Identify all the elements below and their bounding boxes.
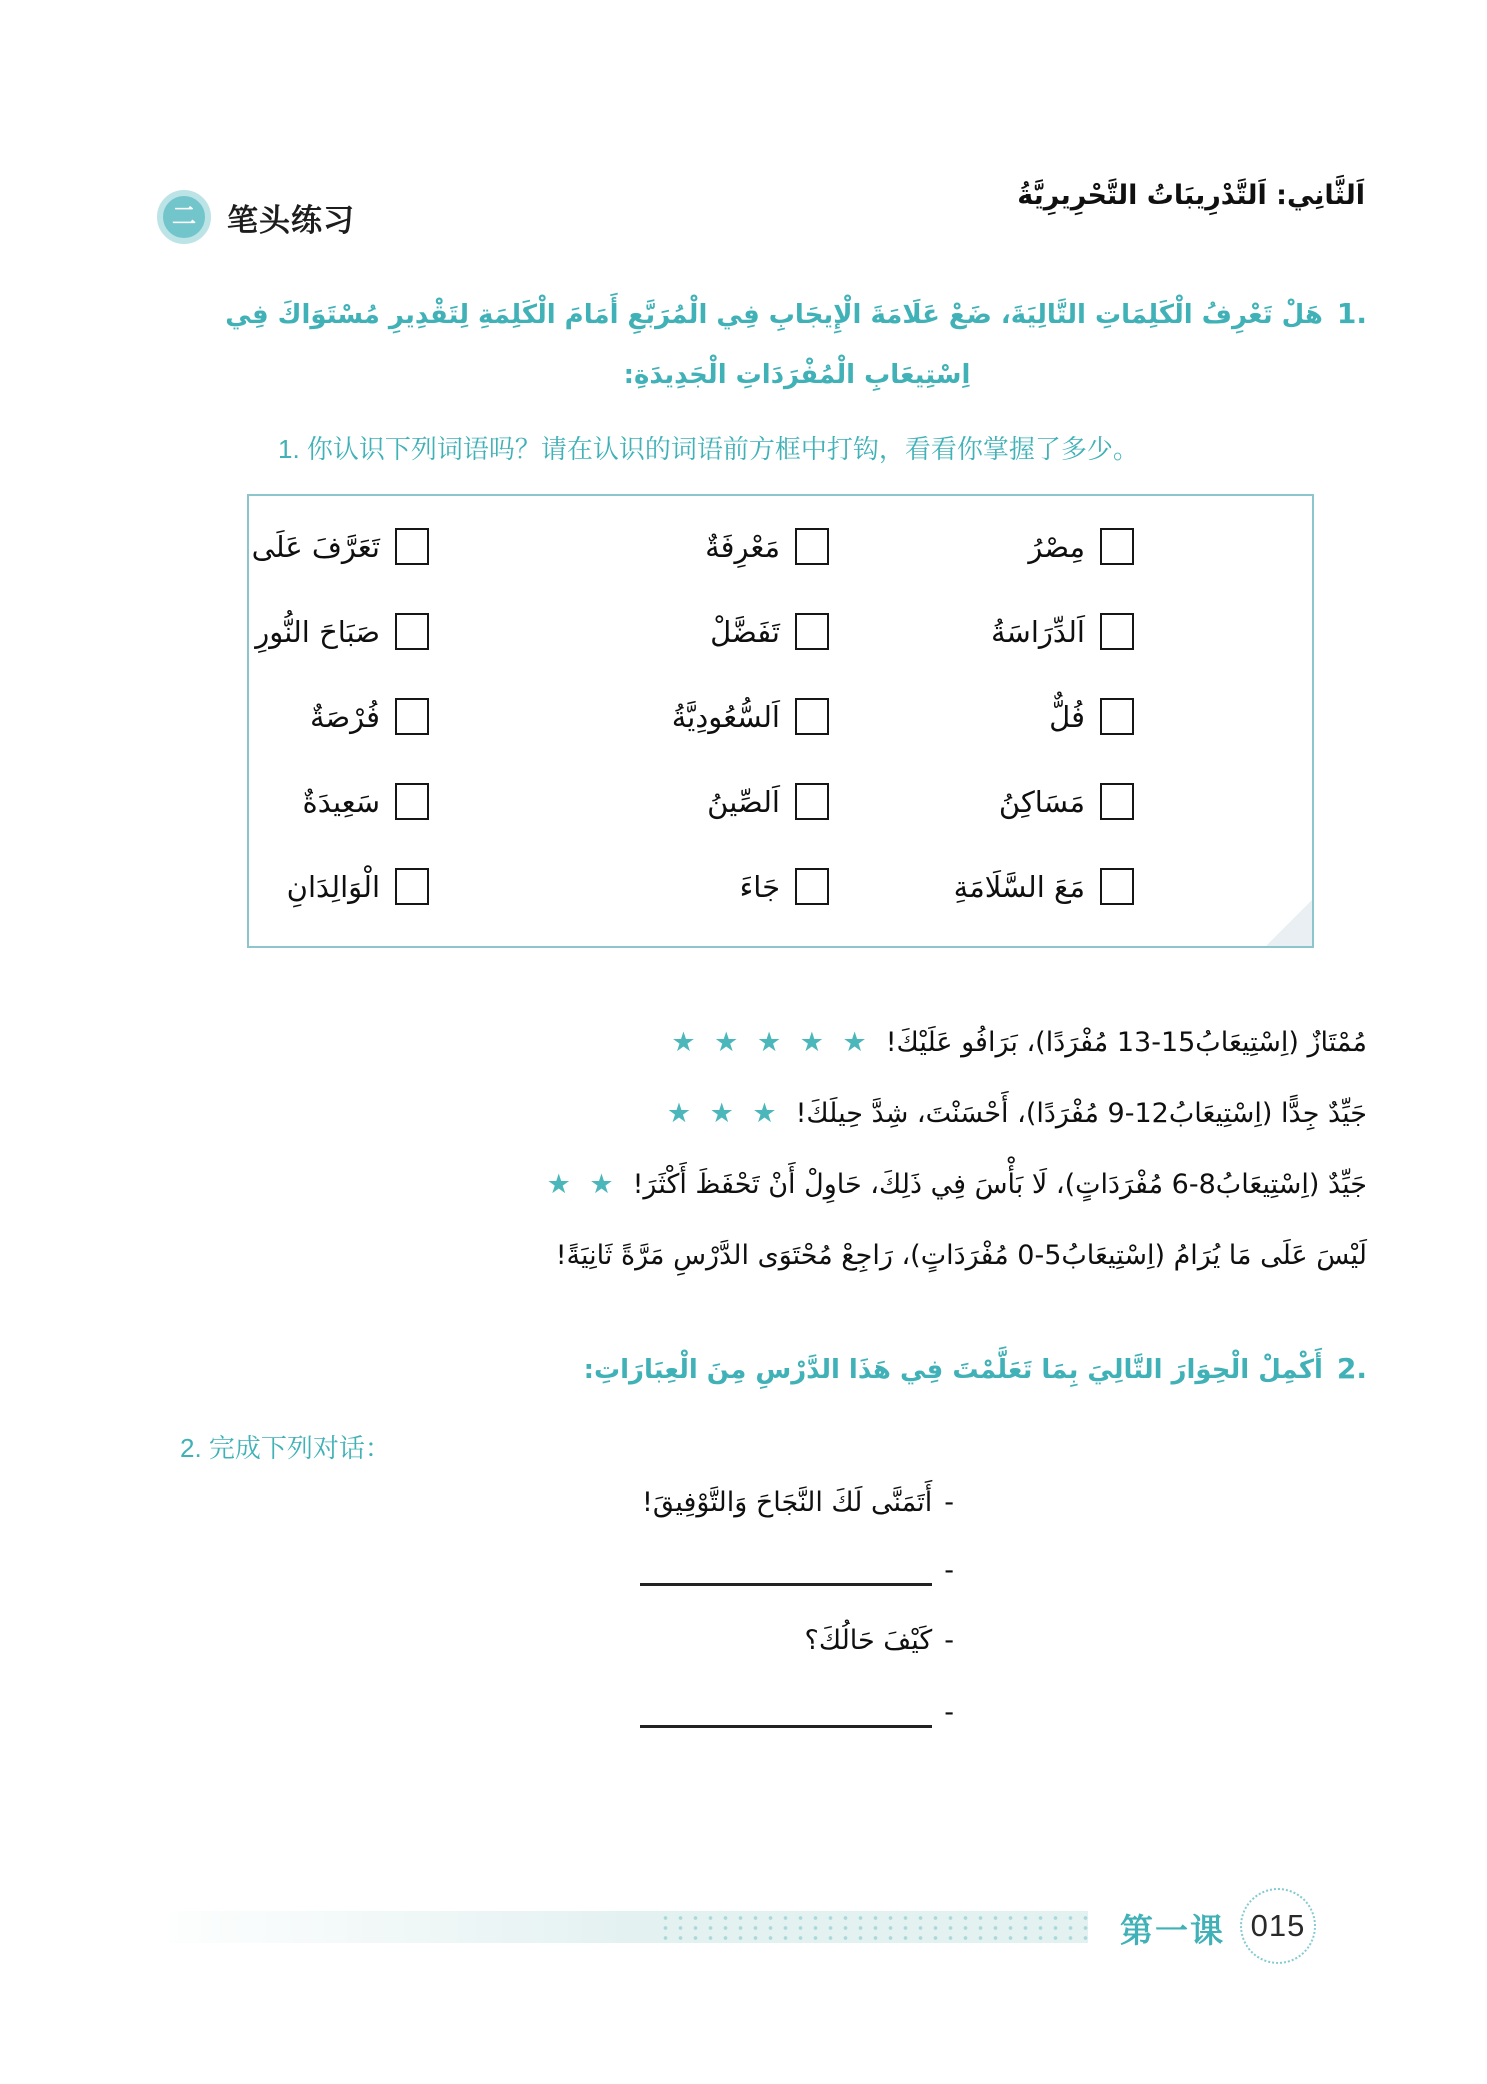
word-checkbox[interactable] [1100,868,1134,905]
word-label: تَفَضَّلْ [710,614,780,649]
word-checkbox[interactable] [795,783,829,820]
rating-row [542,1078,1367,1149]
rating-text: جَيِّدٌ (اِسْتِيعَابُ8-6 مُفْرَدَاتٍ)، لَا بَأْسَ فِي ذَلِكَ، حَاوِلْ أَنْ تَحْفَظَ أَكْثَرَ! [632,1169,1367,1200]
word-checkbox[interactable] [395,528,429,565]
section-number-badge-icon [157,190,211,244]
exercise2-instruction-text: أَكْمِلْ الْحِوَارَ التَّالِيَ بِمَا تَعَلَّمْتَ فِي هَذَا الدَّرْسِ مِنَ الْعِبَارَاتِ: [583,1355,1323,1385]
dialogue-dash: - [944,1624,954,1656]
word-label: اَلصِّينُ [707,784,780,819]
word-item [252,589,429,674]
dialogue-dash: - [944,1555,954,1586]
word-item [829,504,1134,589]
word-label: سَعِيدَةٌ [302,784,380,819]
word-checkbox[interactable] [795,528,829,565]
word-checkbox[interactable] [395,783,429,820]
word-checkbox[interactable] [1100,698,1134,735]
footer-dots-pattern [655,1911,1088,1943]
word-item [252,759,429,844]
page-corner-fold [1266,900,1312,946]
word-label: فُلٌّ [1049,699,1085,734]
word-item [429,674,829,759]
word-checkbox[interactable] [795,868,829,905]
rating-text: مُمْتَازٌ (اِسْتِيعَابُ15-13 مُفْرَدًا)، بَرَافُو عَلَيْكَ! [885,1027,1367,1058]
word-item [829,759,1134,844]
word-checkbox[interactable] [1100,783,1134,820]
exercise1-number: 1. [1336,297,1367,330]
page-number-badge [1240,1888,1316,1964]
word-item [429,844,829,929]
word-item [429,589,829,674]
word-item [252,844,429,929]
exercise2-number: 2. [1336,1352,1367,1385]
badge-numeral: 二 [172,203,196,230]
rating-stars: ★ ★ ★ [666,1098,782,1129]
section-header [157,190,355,244]
rating-stars: ★ ★ [546,1169,619,1200]
section-title-arabic: اَلثَّانِي: اَلتَّدْرِيبَاتُ التَّحْرِيرِيَّةُ [1017,180,1365,211]
word-item [252,504,429,589]
word-label: تَعَرَّفَ عَلَى [251,529,380,564]
rating-row [542,1007,1367,1078]
dialogue-text: كَيْفَ حَالُكَ؟ [804,1624,933,1656]
rating-stars: ★ ★ ★ ★ ★ [671,1027,872,1058]
word-checkbox[interactable] [395,868,429,905]
word-label: فُرْصَةٌ [309,699,380,734]
footer-lesson-label: 第一课 [1120,1912,1225,1949]
dialogue-dash: - [944,1486,954,1518]
word-item [429,759,829,844]
blank-answer-line[interactable] [640,1549,932,1586]
word-label: الْوَالِدَانِ [286,869,380,904]
exercise1-instruction-arabic [227,297,1367,390]
rating-text: لَيْسَ عَلَى مَا يُرَامُ (اِسْتِيعَابُ5-0 مُفْرَدَاتٍ)، رَاجِعْ مُحْتَوَى الدَّرْسِ مَرَّةً ثَانِيَةً! [555,1240,1367,1271]
word-checkbox[interactable] [1100,528,1134,565]
page-number: 015 [1250,1908,1306,1943]
blank-answer-line[interactable] [640,1691,932,1728]
word-checkbox[interactable] [795,613,829,650]
dialogue-text: أَتَمَنَّى لَكَ النَّجَاحَ وَالتَّوْفِيقَ! [642,1486,933,1518]
dialogue-line [640,1474,954,1530]
word-label: صَبَاحَ النُّورِ [255,614,380,649]
word-label: مَسَاكِنُ [998,784,1085,819]
exercise1-instruction-line1: هَلْ تَعْرِفُ الْكَلِمَاتِ التَّالِيَةَ، ضَعْ عَلَامَةَ الْإِيجَابِ فِي الْمُرَبَّعِ أَمَامَ الْكَلِمَةِ لِتَقْدِيرِ مُسْتَوَاكَ فِي [225,300,1323,330]
vocabulary-grid [249,496,1312,929]
exercise1-instruction-line2: اِسْتِيعَابِ الْمُفْرَدَاتِ الْجَدِيدَةِ: [623,360,971,390]
dialogue-line [640,1612,954,1668]
word-label: جَاءَ [739,869,780,904]
word-item [252,674,429,759]
word-checkbox[interactable] [795,698,829,735]
word-label: مَعْرِفَةٌ [705,529,780,564]
dialogue-answer-row [640,1550,954,1586]
dialogue-exercise [640,1474,954,1728]
word-item [829,674,1134,759]
rating-text: جَيِّدٌ جِدًّا (اِسْتِيعَابُ12-9 مُفْرَدًا)، أَحْسَنْتَ، شِدَّ حِيلَكَ! [795,1098,1367,1129]
word-label: اَلدِّرَاسَةُ [990,614,1085,649]
word-checkbox[interactable] [395,698,429,735]
rating-row [542,1220,1367,1291]
dialogue-answer-row [640,1692,954,1728]
dialogue-dash: - [944,1697,954,1728]
page-title: 笔头练习 [227,202,355,238]
word-checkbox[interactable] [1100,613,1134,650]
exercise1-instruction-chinese: 1. 你认识下列词语吗？请在认识的词语前方框中打钩，看看你掌握了多少。 [278,434,1139,464]
word-label: اَلسُّعُودِيَّةُ [671,699,780,734]
word-item [829,844,1134,929]
vocabulary-box [247,494,1314,948]
rating-legend [542,1007,1367,1291]
exercise2-instruction-chinese: 2. 完成下列对话： [180,1433,391,1463]
rating-row [542,1149,1367,1220]
word-label: مِصْرُ [1028,529,1085,564]
word-checkbox[interactable] [395,613,429,650]
word-item [429,504,829,589]
word-item [829,589,1134,674]
word-label: مَعَ السَّلَامَةِ [953,869,1085,904]
exercise2-instruction-arabic [227,1352,1367,1385]
